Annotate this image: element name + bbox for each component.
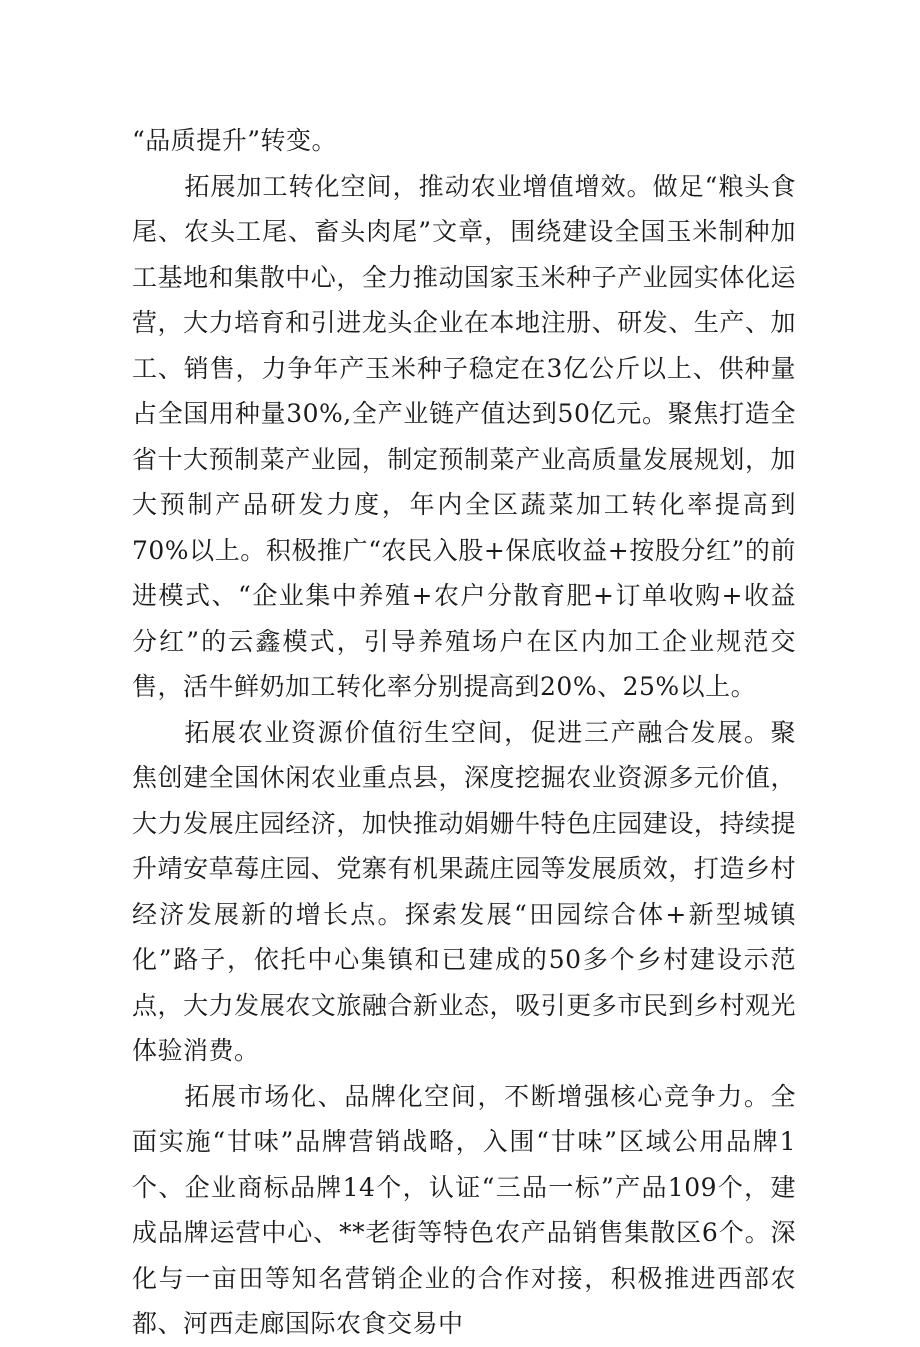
- paragraph-4: 拓展市场化、品牌化空间，不断增强核心竞争力。全面实施“甘味”品牌营销战略，入围“甘味”区域公用品牌1个、企业商标品牌14个，认证“三品一标”产品109个，建成品牌运营中心、**老街等特色农产品销售集散区6个。深化与一亩田等知名营销企业的合作对接，积极推进西部农都、河西走廊国际农食交易中: [132, 1081, 796, 1338]
- paragraph-3: 拓展农业资源价值衍生空间，促进三产融合发展。聚焦创建全国休闲农业重点县，深度挖掘农业资源多元价值，大力发展庄园经济，加快推动娟姗牛特色庄园建设，持续提升靖安草莓庄园、党寨有机果蔬庄园等发展质效，打造乡村经济发展新的增长点。探索发展“田园综合体+新型城镇化”路子，依托中心集镇和已建成的50多个乡村建设示范点，大力发展农文旅融合新业态，吸引更多市民到乡村观光体验消费。: [132, 717, 796, 1065]
- document-body: [132, 118, 796, 1347]
- paragraph-1: “品质提升”转变。: [132, 126, 338, 155]
- paragraph-2: 拓展加工转化空间，推动农业增值增效。做足“粮头食尾、农头工尾、畜头肉尾”文章，围绕建设全国玉米制种加工基地和集散中心，全力推动国家玉米种子产业园实体化运营，大力培育和引进龙头企业在本地注册、研发、生产、加工、销售，力争年产玉米种子稳定在3亿公斤以上、供种量占全国用种量30%,全产业链产值达到50亿元。聚焦打造全省十大预制菜产业园，制定预制菜产业高质量发展规划，加大预制产品研发力度，年内全区蔬菜加工转化率提高到70%以上。积极推广“农民入股+保底收益+按股分红”的前进模式、“企业集中养殖+农户分散育肥+订单收购+收益分红”的云鑫模式，引导养殖场户在区内加工企业规范交售，活牛鲜奶加工转化率分别提高到20%、25%以上。: [132, 171, 796, 701]
